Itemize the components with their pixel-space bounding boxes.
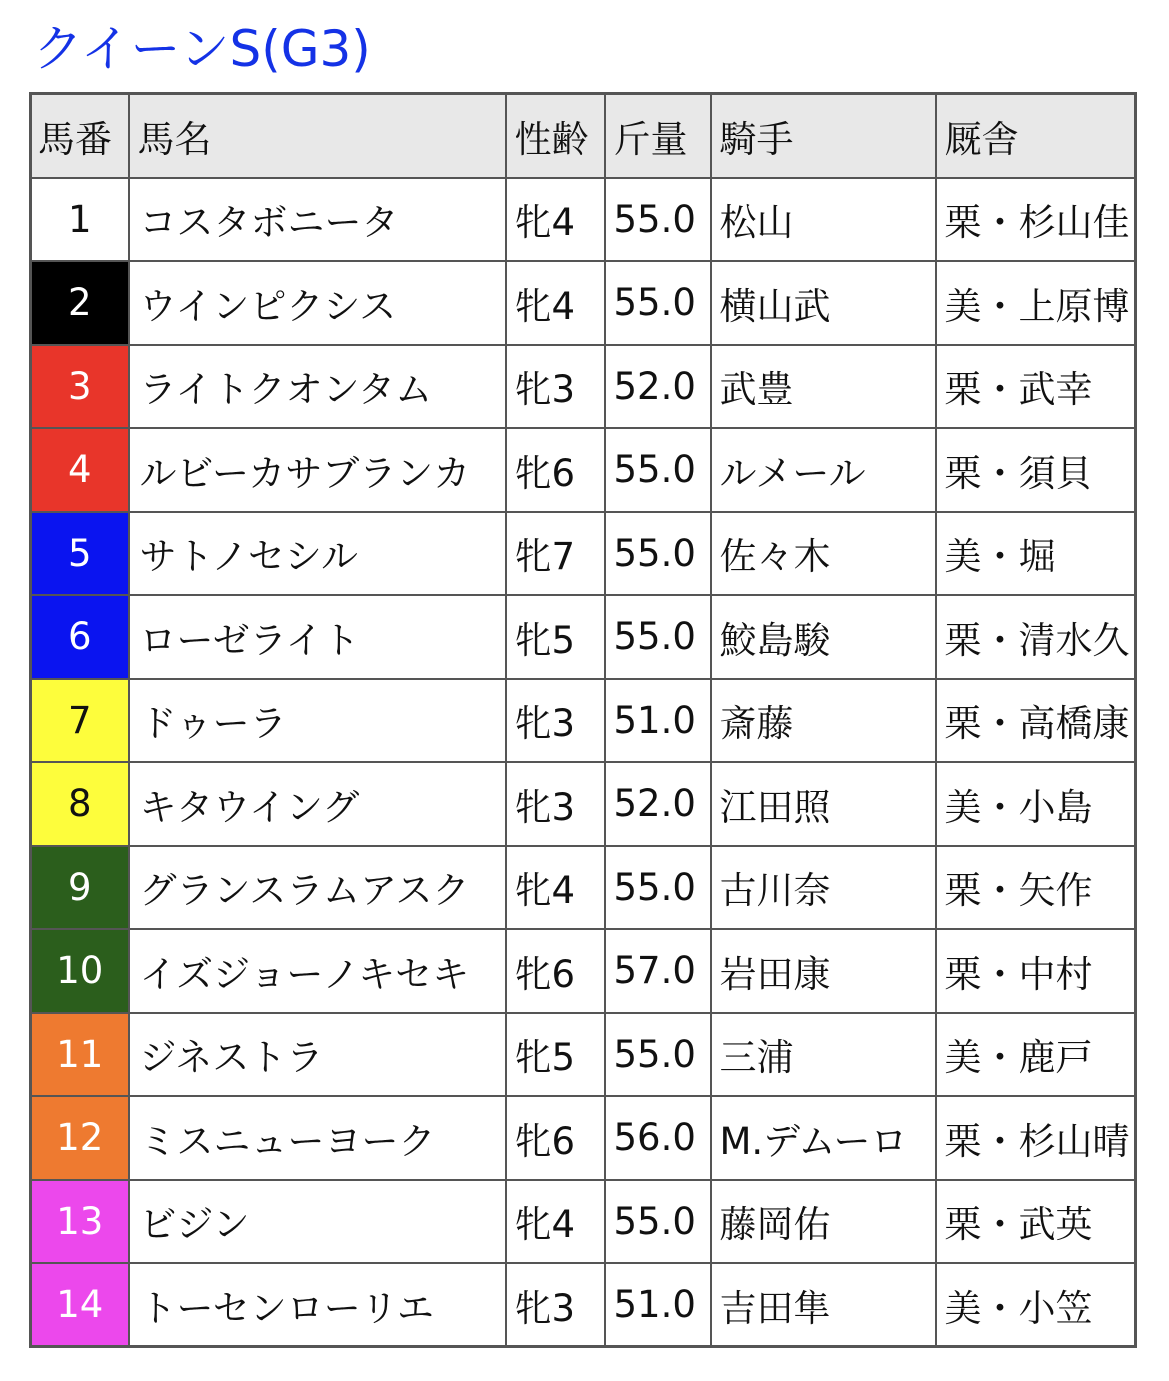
sex-age-cell: 牝4	[506, 846, 605, 930]
weight-cell: 55.0	[605, 428, 711, 512]
stable-cell: 栗・須貝	[936, 428, 1136, 512]
weight-cell: 56.0	[605, 1096, 711, 1180]
weight-cell: 55.0	[605, 178, 711, 262]
sex-age-cell: 牝6	[506, 1096, 605, 1180]
weight-cell: 57.0	[605, 929, 711, 1013]
jockey-cell: M.デムーロ	[711, 1096, 936, 1180]
header-weight: 斤量	[605, 94, 711, 178]
post-number-cell: 14	[31, 1263, 129, 1347]
table-row	[31, 929, 1136, 1013]
jockey-cell: ルメール	[711, 428, 936, 512]
weight-cell: 51.0	[605, 1263, 711, 1347]
weight-cell: 55.0	[605, 846, 711, 930]
sex-age-cell: 牝7	[506, 512, 605, 596]
sex-age-cell: 牝6	[506, 929, 605, 1013]
table-row	[31, 595, 1136, 679]
post-number-cell: 12	[31, 1096, 129, 1180]
weight-cell: 55.0	[605, 1180, 711, 1264]
jockey-cell: 吉田隼	[711, 1263, 936, 1347]
jockey-cell: 斎藤	[711, 679, 936, 763]
sex-age-cell: 牝3	[506, 679, 605, 763]
jockey-cell: 横山武	[711, 261, 936, 345]
stable-cell: 美・堀	[936, 512, 1136, 596]
stable-cell: 栗・武幸	[936, 345, 1136, 429]
post-number-cell: 10	[31, 929, 129, 1013]
table-row	[31, 261, 1136, 345]
header-post-number: 馬番	[31, 94, 129, 178]
jockey-cell: 三浦	[711, 1013, 936, 1097]
header-sex-age: 性齢	[506, 94, 605, 178]
post-number-cell: 13	[31, 1180, 129, 1264]
post-number-cell: 1	[31, 178, 129, 262]
horse-name-cell: ミスニューヨーク	[129, 1096, 506, 1180]
sex-age-cell: 牝4	[506, 261, 605, 345]
horse-name-cell: ローゼライト	[129, 595, 506, 679]
horse-name-cell: トーセンローリエ	[129, 1263, 506, 1347]
jockey-cell: 古川奈	[711, 846, 936, 930]
table-row	[31, 846, 1136, 930]
post-number-cell: 8	[31, 762, 129, 846]
jockey-cell: 江田照	[711, 762, 936, 846]
weight-cell: 55.0	[605, 512, 711, 596]
sex-age-cell: 牝4	[506, 178, 605, 262]
stable-cell: 栗・杉山佳	[936, 178, 1136, 262]
horse-name-cell: キタウイング	[129, 762, 506, 846]
stable-cell: 栗・武英	[936, 1180, 1136, 1264]
jockey-cell: 岩田康	[711, 929, 936, 1013]
table-row	[31, 1096, 1136, 1180]
horse-name-cell: ライトクオンタム	[129, 345, 506, 429]
header-horse-name: 馬名	[129, 94, 506, 178]
header-stable: 厩舎	[936, 94, 1136, 178]
table-row	[31, 762, 1136, 846]
jockey-cell: 佐々木	[711, 512, 936, 596]
sex-age-cell: 牝3	[506, 345, 605, 429]
horse-name-cell: コスタボニータ	[129, 178, 506, 262]
stable-cell: 栗・中村	[936, 929, 1136, 1013]
jockey-cell: 藤岡佑	[711, 1180, 936, 1264]
weight-cell: 52.0	[605, 762, 711, 846]
post-number-cell: 7	[31, 679, 129, 763]
sex-age-cell: 牝4	[506, 1180, 605, 1264]
sex-age-cell: 牝6	[506, 428, 605, 512]
table-row	[31, 428, 1136, 512]
weight-cell: 55.0	[605, 595, 711, 679]
stable-cell: 栗・高橋康	[936, 679, 1136, 763]
header-jockey: 騎手	[711, 94, 936, 178]
weight-cell: 55.0	[605, 1013, 711, 1097]
jockey-cell: 松山	[711, 178, 936, 262]
stable-cell: 栗・杉山晴	[936, 1096, 1136, 1180]
post-number-cell: 4	[31, 428, 129, 512]
post-number-cell: 3	[31, 345, 129, 429]
post-number-cell: 11	[31, 1013, 129, 1097]
post-number-cell: 5	[31, 512, 129, 596]
race-title: クイーンS(G3)	[33, 20, 371, 78]
stable-cell: 栗・矢作	[936, 846, 1136, 930]
post-number-cell: 6	[31, 595, 129, 679]
stable-cell: 美・小島	[936, 762, 1136, 846]
weight-cell: 52.0	[605, 345, 711, 429]
horse-name-cell: ジネストラ	[129, 1013, 506, 1097]
entries-table	[29, 92, 1137, 1348]
post-number-cell: 2	[31, 261, 129, 345]
table-row	[31, 1263, 1136, 1347]
table-row	[31, 1180, 1136, 1264]
horse-name-cell: イズジョーノキセキ	[129, 929, 506, 1013]
table-row	[31, 1013, 1136, 1097]
table-row	[31, 512, 1136, 596]
horse-name-cell: ドゥーラ	[129, 679, 506, 763]
horse-name-cell: サトノセシル	[129, 512, 506, 596]
table-row	[31, 679, 1136, 763]
post-number-cell: 9	[31, 846, 129, 930]
sex-age-cell: 牝5	[506, 1013, 605, 1097]
sex-age-cell: 牝5	[506, 595, 605, 679]
jockey-cell: 鮫島駿	[711, 595, 936, 679]
horse-name-cell: ビジン	[129, 1180, 506, 1264]
entry-rows	[31, 178, 1136, 1347]
weight-cell: 51.0	[605, 679, 711, 763]
jockey-cell: 武豊	[711, 345, 936, 429]
weight-cell: 55.0	[605, 261, 711, 345]
stable-cell: 栗・清水久	[936, 595, 1136, 679]
sex-age-cell: 牝3	[506, 1263, 605, 1347]
table-row	[31, 345, 1136, 429]
header-row	[31, 94, 1136, 178]
stable-cell: 美・小笠	[936, 1263, 1136, 1347]
stable-cell: 美・上原博	[936, 261, 1136, 345]
sex-age-cell: 牝3	[506, 762, 605, 846]
horse-name-cell: ルビーカサブランカ	[129, 428, 506, 512]
table-row	[31, 178, 1136, 262]
horse-name-cell: グランスラムアスク	[129, 846, 506, 930]
horse-name-cell: ウインピクシス	[129, 261, 506, 345]
stable-cell: 美・鹿戸	[936, 1013, 1136, 1097]
